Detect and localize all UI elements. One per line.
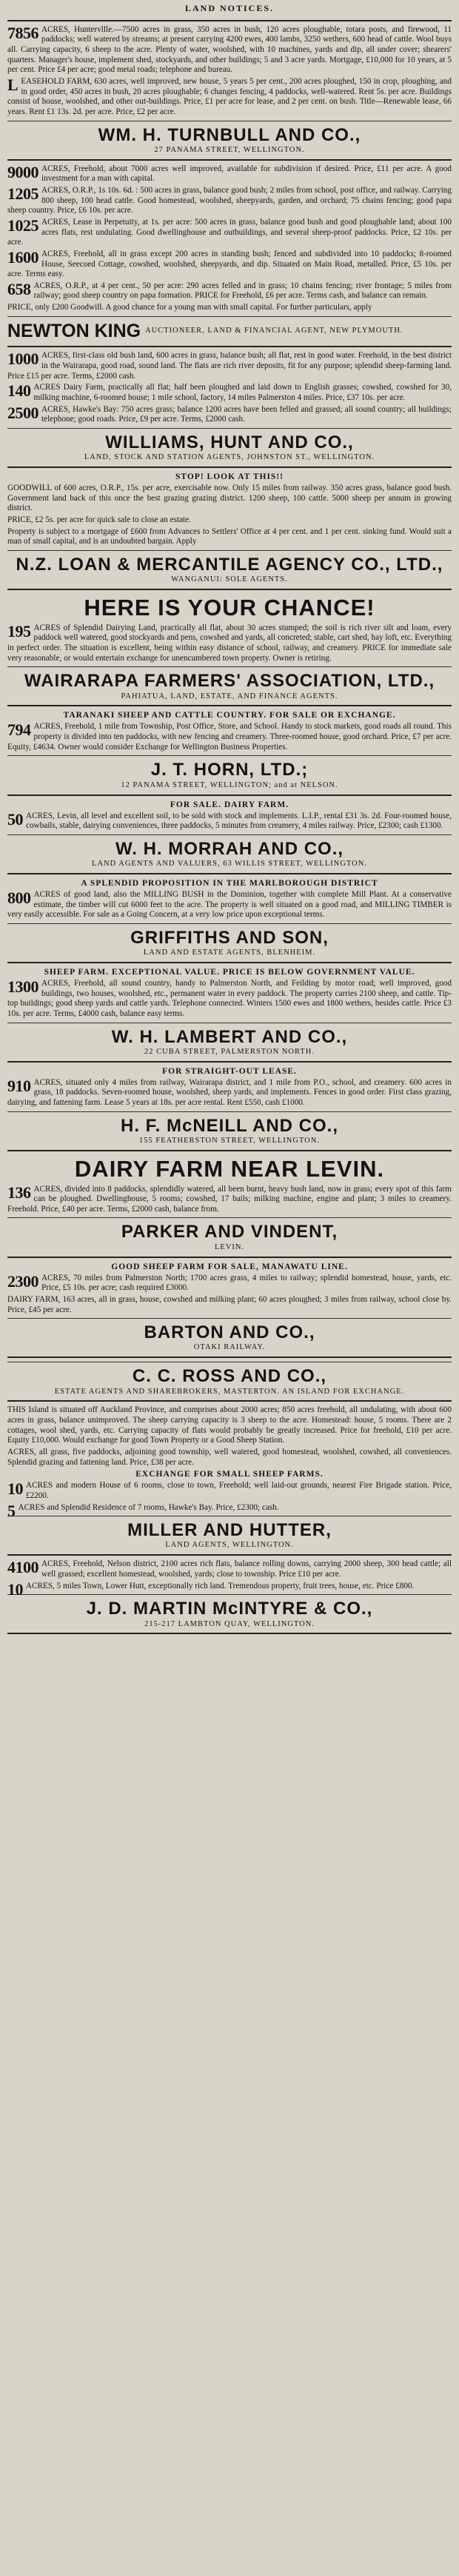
- divider: [7, 962, 452, 963]
- divider: [7, 873, 452, 874]
- listing-text: ACRES, Hawke's Bay: 750 acres grass; balance 1200 acres have been felled and grassed; all sound country; all buildings; telephone; good roads. Price, £9 per acre. Terms, £2000 cash.: [41, 404, 452, 424]
- acreage-figure: 658: [7, 279, 31, 298]
- acreage-figure: 2300: [7, 1271, 38, 1291]
- section-headline: FOR SALE. DAIRY FARM.: [170, 800, 289, 809]
- listing-paragraph: [7, 351, 452, 381]
- acreage-figure: 1300: [7, 977, 38, 996]
- section-headline: SHEEP FARM. EXCEPTIONAL VALUE. PRICE IS BELOW GOVERNMENT VALUE.: [44, 967, 415, 977]
- agent-name: BARTON AND CO.,: [144, 1322, 315, 1343]
- divider: [7, 1554, 452, 1556]
- acreage-figure: 195: [7, 621, 31, 640]
- agent-address: 22 CUBA STREET, PALMERSTON NORTH.: [144, 1047, 315, 1056]
- divider: [7, 346, 452, 347]
- agent-address: LAND, STOCK AND STATION AGENTS, JOHNSTON ST., WELLINGTON.: [84, 453, 375, 462]
- agent-address: LAND AGENTS, WELLINGTON.: [165, 1541, 294, 1550]
- acreage-figure: 9000: [7, 162, 38, 181]
- divider: [7, 755, 452, 756]
- agent-name: W. H. LAMBERT AND CO.,: [111, 1026, 348, 1047]
- acreage-figure: 800: [7, 888, 31, 907]
- acreage-figure: 50: [7, 809, 23, 829]
- section-headline: A SPLENDID PROPOSITION IN THE MARLBOROUGH DISTRICT: [81, 878, 378, 888]
- agent-name: J. T. HORN, LTD.;: [150, 760, 309, 780]
- listing-paragraph: [7, 1182, 452, 1215]
- listing-text: ACRES and Splendid Residence of 7 rooms, Hawke's Bay. Price, £2300; cash.: [18, 1502, 279, 1512]
- agent-address: AUCTIONEER, LAND & FINANCIAL AGENT, NEW PLYMOUTH.: [145, 326, 403, 335]
- listing-paragraph: [7, 1271, 452, 1294]
- listing-text: ACRES, Freehold, all in grass except 200 acres in standing bush; fenced and subdivided into 10 paddocks; 8-roomed House, Seecoed Cottage, cowshed, woolshed, sheepyards, and dip. Situated on Main Road, metalled. Price, £5 10s. per acre. Terms easy.: [7, 249, 452, 279]
- listing-text: Property is subject to a mortgage of £600 from Advances to Settlers' Office at 4 per cent. and 1 per cent. sinking fund. Would suit a man of small capital, and is an undoubted bargain. Apply: [7, 526, 452, 546]
- listing-text: DAIRY FARM, 163 acres, all in grass, house, cowshed and milking plant; 60 acres ploughed; 3 miles from railway, school close by. Price, £45 per acre.: [7, 1294, 452, 1314]
- agent-name: WILLIAMS, HUNT AND CO.,: [105, 432, 354, 452]
- agent-address: 155 FEATHERSTON STREET, WELLINGTON.: [139, 1136, 320, 1145]
- agent-name: MILLER AND HUTTER,: [127, 1520, 332, 1541]
- agent-name: W. H. MORRAH AND CO.,: [115, 838, 344, 859]
- divider: [7, 589, 452, 590]
- listing-text: ACRES, O.R.P., at 4 per cent., 50 per acre: 290 acres felled and in grass; 10 chains fencing; river frontage; 5 miles from railway; good sheep country on papa formation. PRICE for Freehold, £6 per acre. Terms cash, and balance can remain.: [33, 281, 452, 301]
- listing-paragraph: [7, 383, 452, 403]
- agent-name: PARKER AND VINDENT,: [121, 1222, 338, 1242]
- agent-address: 27 PANAMA STREET, WELLINGTON.: [154, 145, 305, 154]
- listing-paragraph: [7, 1481, 452, 1501]
- divider: [7, 666, 452, 667]
- agent-address: LAND AND ESTATE AGENTS, BLENHEIM.: [143, 949, 316, 957]
- acreage-figure: 910: [7, 1076, 31, 1095]
- listing-paragraph: [7, 515, 452, 526]
- agent-name: N.Z. LOAN & MERCANTILE AGENCY CO., LTD.,: [16, 554, 443, 575]
- listing-text: THIS Island is situated off Auckland Province, and comprises about 2000 acres; 850 acres freehold, all undulating, with about 600 acres in grass, balance unimproved. The sheep carrying capacity is 3 sheep to the acre. Homestead: house, 5 rooms. There are 2 cottages, wool shed, yards, etc. Carrying capacity of flats would probably be greatly increased. Price for freehold, £10 per acre. Equity £10,000. Would exchange for good Town Property or a Good Sheep Station.: [7, 1405, 452, 1445]
- divider: [7, 705, 452, 706]
- listing-text: ACRES, Freehold, all sound country, handy to Palmerston North, and Feilding by motor road; well improved, good buildings, two houses, woolshed, etc., permanent water in every paddock. The property carries 2100 sheep, and cattle. Tip-top buildings; good sheep yards and cattle yards. Telephone connected. Winters 1500 ewes and 1800 wethers, besides cattle. Price £3 10s. per acre. Terms, £4000 cash, balance easy terms.: [7, 978, 452, 1018]
- listing-text: ACRES, Freehold, 1 mile from Township, Post Office, Store, and School. Handy to stock markets, good roads all round. This property is divided into ten paddocks, with new fencing and creamery. Three-roomed house, good orchard. Price, £7 per acre. Equity, £4634. Owner would consider Exchange for Wellington Business Properties.: [7, 722, 452, 752]
- divider: [7, 1061, 452, 1063]
- listing-paragraph: [7, 303, 452, 313]
- land-notices-page: [7, 3, 452, 2572]
- agent-address: LEVIN.: [214, 1242, 245, 1251]
- listing-paragraph: [7, 1559, 452, 1579]
- listing-paragraph: [7, 247, 452, 280]
- listing-paragraph: [7, 1579, 452, 1599]
- listing-paragraph: [7, 890, 452, 920]
- listing-text: PRICE, only £200 Goodwill. A good chance for a young man with small capital. For further particulars, apply: [7, 303, 372, 312]
- listing-paragraph: [7, 281, 452, 301]
- listing-text: ACRES, Freehold, Nelson district, 2100 acres rich flats, balance rolling downs, carrying 2000 sheep, 300 head cattle; all well grassed; excellent homestead, woolshed, yards; close to township. Price £10 per acre.: [41, 1559, 452, 1579]
- divider: [7, 316, 452, 317]
- listing-text: ACRES and modern House of 6 rooms, close to town, Freehold; well laid-out grounds, nearest Fire Brigade station. Price, £2200.: [26, 1481, 452, 1500]
- listing-paragraph: [7, 623, 452, 664]
- acreage-figure: 10: [7, 1479, 23, 1499]
- listing-paragraph: [7, 1501, 452, 1520]
- listing-text: GOODWILL of 600 acres, O.R.P., 15s. per acre, exercisable now. Only 15 miles from railway. 350 acres grass, balance good bush. Government land back of this once the best grazing grazing district. 1200 sheep, 100 cattle. 5000 sheep per annum in growing district.: [7, 483, 452, 513]
- agent-address: 215-217 LAMBTON QUAY, WELLINGTON.: [144, 1619, 315, 1628]
- agent-name: NEWTON KING: [7, 320, 141, 341]
- agent-address: 12 PANAMA STREET, WELLINGTON; and at NELSON.: [121, 780, 338, 789]
- agent-address: WANGANUI: SOLE AGENTS.: [171, 575, 288, 584]
- listing-paragraph: [7, 527, 452, 547]
- agent-banner: [7, 320, 452, 343]
- acreage-figure: 10: [7, 1579, 23, 1599]
- section-headline: STOP! LOOK AT THIS!!: [175, 472, 284, 481]
- acreage-figure: 7856: [7, 23, 38, 42]
- divider: [7, 1150, 452, 1151]
- listing-paragraph: [7, 25, 452, 76]
- divider: [7, 1400, 452, 1402]
- section-title: LAND NOTICES.: [184, 3, 275, 13]
- divider: [7, 20, 452, 21]
- listing-text: ACRES, 5 miles Town, Lower Hutt, exceptionally rich land. Tremendous property, fruit trees, house, etc. Price £800.: [26, 1581, 415, 1590]
- agent-address: PAHIATUA, LAND, ESTATE, AND FINANCE AGENTS.: [121, 692, 338, 700]
- acreage-figure: 5: [7, 1501, 16, 1520]
- listing-paragraph: [7, 1405, 452, 1446]
- agent-name: C. C. ROSS AND CO.,: [132, 1366, 327, 1387]
- agent-name: H. F. McNEILL AND CO.,: [120, 1115, 338, 1136]
- divider: [7, 159, 452, 161]
- acreage-figure: 1205: [7, 184, 38, 203]
- listing-paragraph: [7, 1448, 452, 1468]
- section-headline: TARANAKI SHEEP AND CATTLE COUNTRY. FOR SALE OR EXCHANGE.: [63, 711, 396, 720]
- section-headline: EXCHANGE FOR SMALL SHEEP FARMS.: [135, 1470, 324, 1479]
- acreage-figure: 1000: [7, 349, 38, 369]
- listing-text: ACRES, divided into 8 paddocks, splendidly watered, all been burnt, heavy bush land, now in grass; every spot of this farm can be ploughed. Dwellinghouse, 5 rooms; cowshed, 17 bails; milking machine, engine and plant; 3 miles to creamery. Freehold. Price, £40 per acre. Terms, £2000 cash, balance from.: [7, 1184, 452, 1214]
- listing-text: ACRES Dairy Farm, practically all flat; half been ploughed and laid down to English grasses; cowshed, cowshed for 30, milking machine, 6-roomed house; 1 mile school, factory, 14 miles Palmerston 4 miles. Price, £37 10s. per acre.: [33, 383, 452, 402]
- acreage-figure: 1600: [7, 247, 38, 267]
- agent-address: OTAKI RAILWAY.: [193, 1343, 266, 1352]
- agent-name: J. D. MARTIN McINTYRE & CO.,: [86, 1599, 373, 1619]
- divider: [7, 1356, 452, 1358]
- listing-text: PRICE, £2 5s. per acre for quick sale to close an estate.: [7, 515, 191, 524]
- listing-text: ACRES, situated only 4 miles from railway, Wairarapa district, and 1 mile from P.O., school, and creamery. 600 acres in grass, 18 paddocks. Seven-roomed house, woolshed, sheep yards, and implements. Fences in good order. First class grazing, dairying, and fattening farm. Lease 5 years at 18s. per acre rental. Rent £550, cash £1000.: [7, 1077, 452, 1107]
- listing-paragraph: [7, 186, 452, 216]
- divider: [7, 1257, 452, 1258]
- agent-address: ESTATE AGENTS AND SHAREBROKERS, MASTERTON. AN ISLAND FOR EXCHANGE.: [54, 1387, 405, 1396]
- listing-text: ACRES, all grass, five paddocks, adjoining good township, well watered, good homestead, woolshed, cowshed, all conveniences. Splendid grazing and fattening land. Price, £38 per acre.: [7, 1447, 452, 1467]
- listing-paragraph: [7, 215, 452, 248]
- listing-text: ACRES, Lease in Perpetuity, at 1s. per acre: 500 acres in grass, balance good bush and good ploughable land; about 100 acres flats, rest undulating. Good dwellinghouse and outbuildings, and several sheep-proof paddocks. Price, £2 10s. per acre.: [7, 217, 452, 247]
- divider: [7, 1633, 452, 1634]
- listing-paragraph: [7, 1295, 452, 1315]
- listing-paragraph: [7, 1078, 452, 1108]
- acreage-figure: 794: [7, 720, 31, 740]
- agent-address: LAND AGENTS AND VALUERS, 63 WILLIS STREET, WELLINGTON.: [92, 860, 367, 869]
- listing-text: ACRES of Splendid Dairying Land, practically all flat, about 30 acres stumped; the soil is rich river silt and loam, every paddock well watered, good stockyards and pens, cowshed and yards, all concreted; stable, cart shed, hay loft, etc. Everything in perfect order. The situation is excellent, being within easy distance of school, railway, and creamery. PRICE for immediate sale very reasonable, or would entertain exchange for unencumbered town property. Owner is retiring.: [7, 623, 452, 663]
- agent-name: WM. H. TURNBULL AND CO.,: [98, 124, 361, 145]
- listing-paragraph: [7, 405, 452, 425]
- listing-text: EASEHOLD FARM, 630 acres, well improved, new house, 5 years 5 per cent., 200 acres ploughed, 150 in crop, ploughing, and in good order, 450 acres in bush, 20 acres ploughable; 6 changes fencing, 4 paddocks, well-watered. Rent 5s. per acre. Buildings consist of house, woolshed, and other out-buildings. Price, £1 per acre for lease, and 2 per cent. on bush. Title—Renewable lease, 66 years. Rent £1 13s. 2d. per acre. Price, £2 per acre.: [7, 76, 452, 116]
- section-headline: FOR STRAIGHT-OUT LEASE.: [162, 1066, 297, 1076]
- notices-column: [7, 25, 452, 1635]
- display-headline: HERE IS YOUR CHANCE!: [84, 594, 375, 620]
- section-headline: GOOD SHEEP FARM FOR SALE, MANAWATU LINE.: [111, 1262, 348, 1271]
- agent-name: GRIFFITHS AND SON,: [130, 927, 329, 948]
- listing-text: ACRES, Freehold, about 7000 acres well improved, available for subdivision if desired. Price, £11 per acre. A good investment for a man with capital.: [41, 164, 452, 184]
- divider: [7, 466, 452, 468]
- listing-paragraph: [7, 979, 452, 1020]
- listing-paragraph: [7, 77, 452, 118]
- acreage-figure: 1025: [7, 215, 38, 235]
- display-headline: DAIRY FARM NEAR LEVIN.: [74, 1155, 385, 1182]
- divider: [7, 1318, 452, 1319]
- listing-paragraph: [7, 164, 452, 184]
- listing-paragraph: [7, 484, 452, 514]
- agent-name: WAIRARAPA FARMERS' ASSOCIATION, LTD.,: [24, 671, 435, 692]
- acreage-figure: 4100: [7, 1558, 38, 1577]
- divider: [7, 1217, 452, 1218]
- divider: [7, 834, 452, 835]
- acreage-figure: 2500: [7, 403, 38, 422]
- acreage-figure: 140: [7, 381, 31, 401]
- listing-text: ACRES, first-class old bush land, 600 acres in grass, balance bush; all flat, rest in good water. Freehold, in the best district in the Wairarapa, good road, sound land. The flats are rich river deposits, fit for any purpose; splendid sheep-farming land. Price £15 per acre. Terms, £2000 cash.: [7, 351, 452, 381]
- divider: [7, 428, 452, 429]
- divider: [7, 1594, 452, 1595]
- divider: [7, 550, 452, 551]
- acreage-figure: 136: [7, 1182, 31, 1202]
- divider: [7, 1111, 452, 1112]
- listing-text: ACRES, Levin, all level and excellent soil, to be sold with stock and implements. L.I.P., rental £31 3s. 2d. Four-roomed house, cowbails, stable, dairying conveniences, three paddocks, 5 minutes from creamery, 4 miles railway. Price, £2300; cash £1300.: [26, 811, 452, 831]
- listing-text: ACRES, 70 miles from Palmerston North; 1700 acres grass, 4 miles to railway; splendid homestead, house, yards, etc. Price, £5 10s. per acre; cash required £3000.: [41, 1273, 452, 1293]
- listing-paragraph: [7, 722, 452, 752]
- divider: [7, 794, 452, 796]
- listing-text: ACRES, Huntervllle.—7500 acres in grass, 350 acres in bush, 120 acres ploughable, totara posts, and firewood, 11 paddocks; well watered by streams; at present carrying 4200 ewes, 400 lambs, 3250 wethers, 600 head of cattle. Wool buys all. Carrying capacity, 6 sheep to the acre. Plenty of water, woolshed, with 10 machines, yards and dip, all under cover; shearers' quarters. Manager's house, implement shed, stockyards, and other buildings; 5 and 3 acre yards. Mortgage, £10,000 for 10 years, at 5 per cent. Price £4 per acre; good metal roads; telephone and bureau.: [7, 24, 452, 75]
- listing-text: ACRES of good land, also the MILLING BUSH in the Dominion, together with complete Mill Plant. At a conservative estimate, the timber will cut 6000 feet to the acre. The property is well situated on a good road, and MILLING TIMBER is very easily accessible. For sale as a Going Concern, at a very low price upon exceptional terms.: [7, 889, 452, 920]
- divider: [7, 923, 452, 924]
- listing-text: ACRES, O.R.P., 1s 10s. 6d. : 500 acres in grass, balance good bush; 2 miles from school, post office, and railway. Carrying 800 sheep, 100 head cattle. Good homestead, woolshed, sheepyards, garden, and orchard; 75 chains fencing; good papa sheep country. Price, £6 10s. per acre.: [7, 185, 452, 215]
- acreage-figure: L: [7, 75, 19, 94]
- listing-paragraph: [7, 809, 452, 832]
